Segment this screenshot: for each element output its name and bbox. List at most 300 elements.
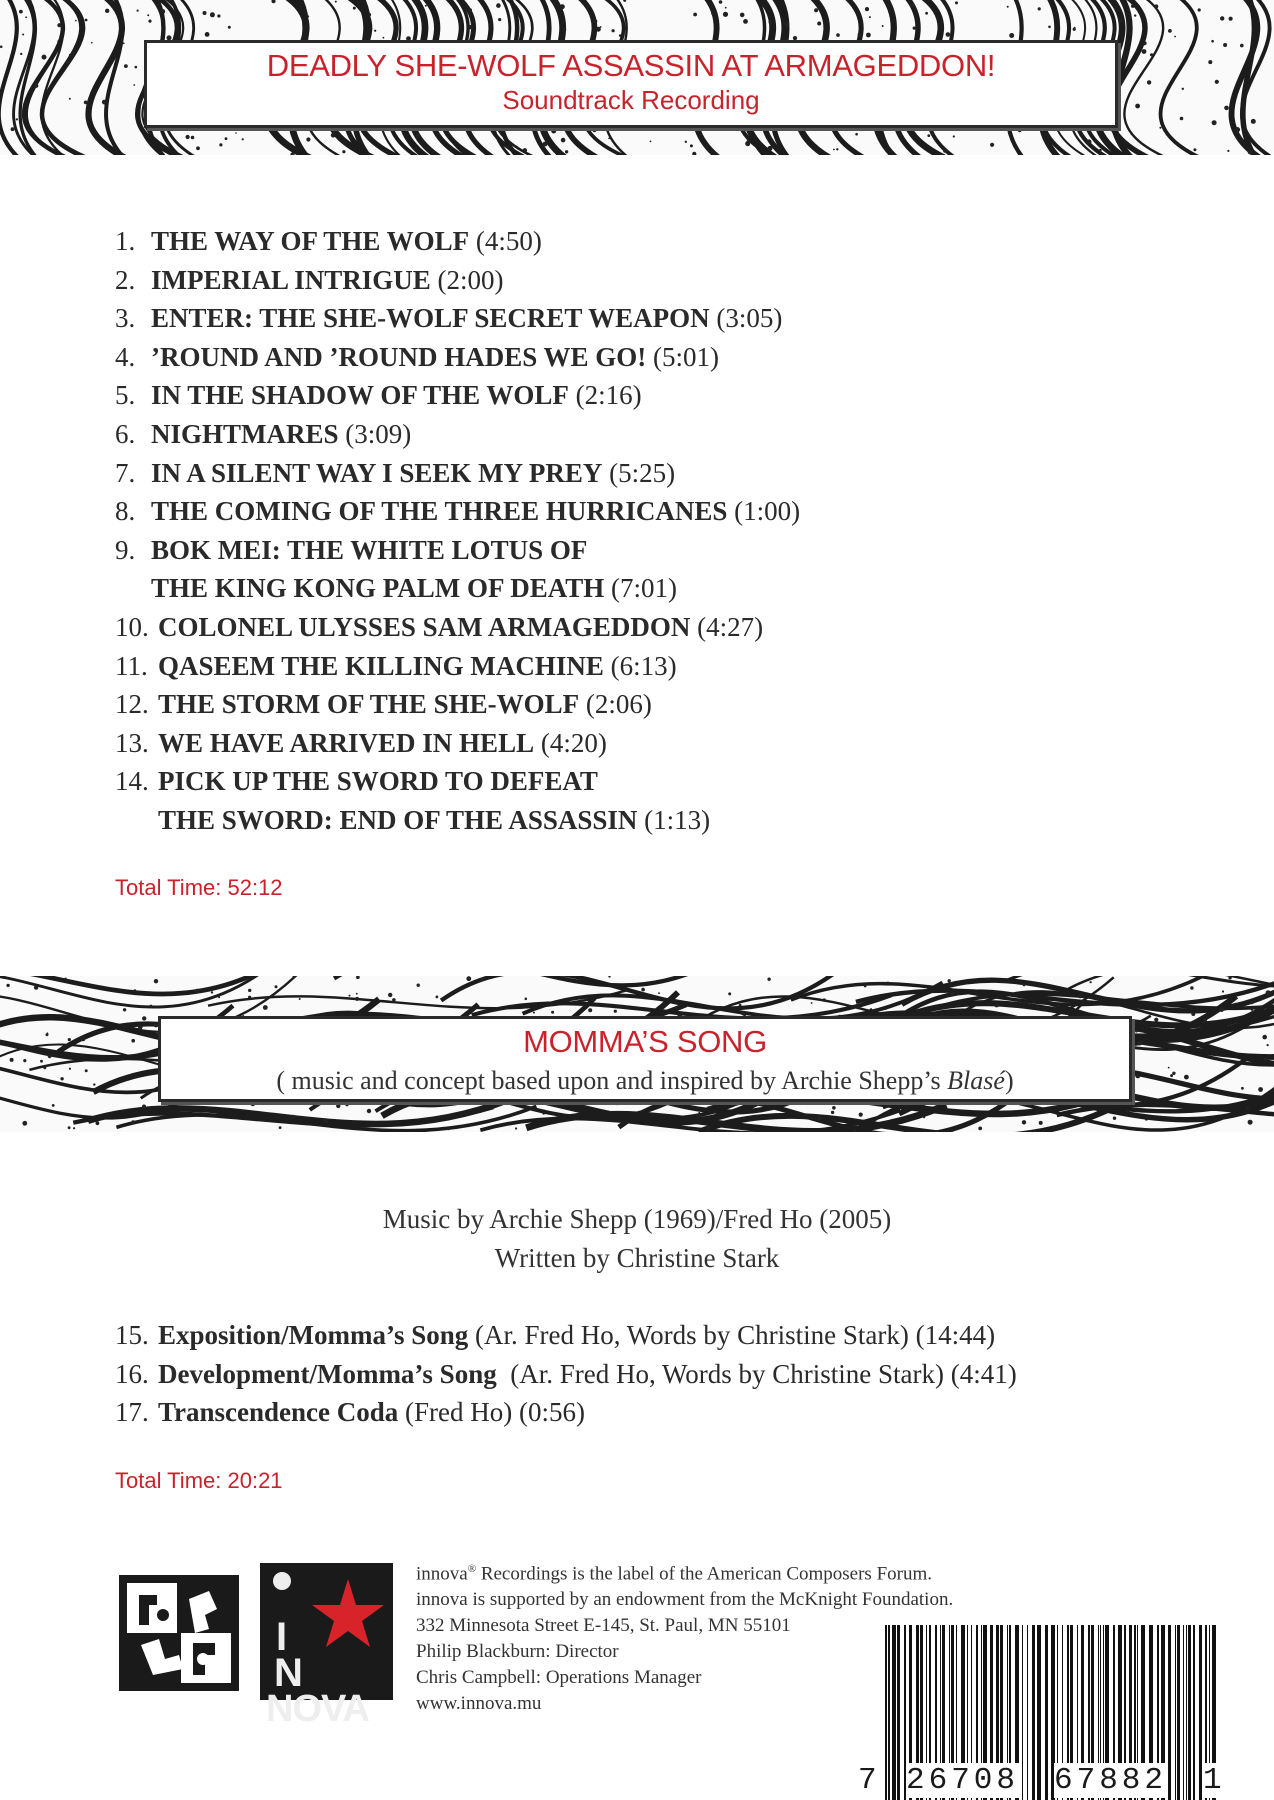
innova-letters-nova: NOVA xyxy=(266,1688,369,1730)
track-title: IN A SILENT WAY I SEEK MY PREY xyxy=(151,457,603,488)
etching-dot xyxy=(394,30,396,32)
etching-dot xyxy=(480,978,484,982)
etching-dot xyxy=(469,25,473,29)
barcode-bar xyxy=(892,1625,896,1800)
etching-dot xyxy=(66,60,70,64)
etching-dot xyxy=(1135,1030,1138,1033)
etching-dot xyxy=(711,12,713,14)
etching-dot xyxy=(385,4,387,6)
etching-dot xyxy=(1240,44,1244,48)
etching-dot xyxy=(1150,53,1153,56)
track-number: 9. xyxy=(115,534,136,565)
etching-dot xyxy=(1118,94,1120,96)
etching-dot xyxy=(696,1114,700,1118)
track-number: 11. xyxy=(115,650,148,681)
etching-dot xyxy=(855,133,858,136)
etching-dot xyxy=(600,26,602,28)
etching-dot xyxy=(1048,26,1051,29)
etching-dot xyxy=(68,1038,71,1041)
track-item xyxy=(115,376,1115,415)
etching-dot xyxy=(1118,19,1122,23)
innova-wordmark xyxy=(266,1615,369,1730)
etching-dot xyxy=(52,1104,55,1107)
etching-dot xyxy=(217,14,220,17)
track-item xyxy=(115,415,1115,454)
track-number: 2. xyxy=(115,264,136,295)
etching-dot xyxy=(614,1010,617,1013)
etching-dot xyxy=(832,1106,836,1110)
etching-dot xyxy=(1263,1057,1267,1061)
label-information xyxy=(416,1556,953,1717)
etching-dot xyxy=(135,66,138,69)
etching-dot xyxy=(904,1104,907,1107)
etching-dot xyxy=(1241,1087,1244,1090)
track-title: IN THE SHADOW OF THE WOLF xyxy=(151,380,569,411)
etching-dot xyxy=(551,1011,554,1014)
etching-dot xyxy=(913,27,916,30)
etching-dot xyxy=(1170,1074,1173,1077)
barcode-digit-first: 7 xyxy=(858,1763,877,1798)
etching-dot xyxy=(42,55,47,60)
etching-dot xyxy=(1113,1117,1116,1120)
barcode-digit-last: 1 xyxy=(1203,1763,1222,1798)
etching-dot xyxy=(57,40,59,42)
total-time-part1: Total Time: 52:12 xyxy=(115,875,283,900)
section-subtitle-text: ( music and concept based upon and inspired by Archie Shepp’s xyxy=(276,1066,948,1095)
etching-dot xyxy=(148,20,151,23)
etching-dot xyxy=(563,28,566,31)
etching-dot xyxy=(1248,150,1253,155)
etching-dot xyxy=(1203,1019,1207,1023)
etching-dot xyxy=(910,3,915,8)
etching-dot xyxy=(1267,1044,1269,1046)
track-number: 4. xyxy=(115,341,136,372)
section-subtitle xyxy=(161,1064,1129,1098)
barcode-bar xyxy=(1027,1625,1028,1800)
header-title-box xyxy=(144,40,1118,128)
etching-dot xyxy=(925,12,928,15)
registered-mark: ® xyxy=(467,1563,477,1575)
etching-dot xyxy=(608,138,610,140)
etching-dot xyxy=(1145,1117,1149,1121)
etching-dot xyxy=(392,998,396,1002)
etching-dot xyxy=(859,1113,863,1117)
etching-dot xyxy=(242,138,244,140)
etching-dot xyxy=(1087,139,1092,144)
album-title: DEADLY SHE-WOLF ASSASSIN AT ARMAGEDDON! xyxy=(266,48,996,83)
etching-dot xyxy=(1223,43,1227,47)
track-item xyxy=(115,1316,1255,1355)
etching-dot xyxy=(650,141,652,143)
etching-dot xyxy=(60,1077,63,1080)
etching-dot xyxy=(1191,1012,1195,1016)
etching-dot xyxy=(739,1004,742,1007)
etching-dot xyxy=(0,46,3,49)
etching-dot xyxy=(693,13,697,17)
innova-letter-i: I xyxy=(276,1615,287,1659)
etching-dot xyxy=(784,22,789,27)
etching-dot xyxy=(160,9,165,14)
etching-dot xyxy=(186,135,190,139)
etching-dot xyxy=(16,118,18,120)
track-number: 13. xyxy=(115,727,149,758)
barcode-bar xyxy=(1045,1625,1048,1800)
etching-dot xyxy=(955,1,958,4)
etching-dot xyxy=(865,7,869,11)
total-time-part2: Total Time: 20:21 xyxy=(115,1468,283,1493)
etching-dot xyxy=(864,985,867,988)
etching-dot xyxy=(1208,60,1212,64)
track-number: 16. xyxy=(115,1358,149,1389)
track-duration: (4:27) xyxy=(697,611,764,642)
etching-dot xyxy=(91,42,93,44)
etching-dot xyxy=(1235,127,1240,132)
etching-dot xyxy=(612,29,615,32)
etching-dot xyxy=(698,1112,700,1114)
etching-dot xyxy=(515,1127,517,1129)
etching-dot xyxy=(195,989,199,993)
etching-dot xyxy=(814,8,818,12)
etching-dot xyxy=(525,998,528,1001)
etching-dot xyxy=(953,135,955,137)
etching-dot xyxy=(978,1127,982,1131)
track-duration: (3:05) xyxy=(716,303,783,334)
track-duration: (3:09) xyxy=(345,418,412,449)
credit-music: Music by Archie Shepp (1969)/Fred Ho (2005) xyxy=(382,1204,892,1234)
track-number: 15. xyxy=(115,1320,149,1350)
track-title: ’ROUND AND ’ROUND HADES WE GO! xyxy=(151,341,647,372)
track-item xyxy=(115,222,1115,261)
etching-dot xyxy=(817,22,821,26)
track-number: 1. xyxy=(115,226,136,256)
etching-dot xyxy=(623,0,626,2)
etching-dot xyxy=(976,994,979,997)
etching-dot xyxy=(123,1008,126,1011)
etching-dot xyxy=(543,1112,545,1114)
etching-dot xyxy=(1147,80,1151,84)
etching-dot xyxy=(468,8,472,12)
etching-dot xyxy=(1090,981,1092,983)
etching-dot xyxy=(1007,6,1009,8)
etching-dot xyxy=(342,150,345,153)
etching-dot xyxy=(853,1129,856,1132)
etching-dot xyxy=(349,995,351,997)
barcode-bar xyxy=(1186,1625,1187,1800)
barcode-bar xyxy=(897,1625,900,1800)
barcode-bar xyxy=(1037,1625,1041,1800)
etching-dot xyxy=(741,1011,745,1015)
etching-dot xyxy=(1168,29,1172,33)
track-item xyxy=(115,608,1115,647)
etching-dot xyxy=(225,137,228,140)
etching-dot xyxy=(447,1128,449,1130)
etching-dot xyxy=(73,1127,75,1129)
etching-dot xyxy=(149,1005,152,1008)
etching-dot xyxy=(331,133,336,138)
etching-dot xyxy=(1174,36,1176,38)
track-title: BOK MEI: THE WHITE LOTUS OF xyxy=(151,534,588,565)
etching-dot xyxy=(769,20,773,24)
etching-dot xyxy=(1135,104,1140,109)
section-subtitle-italic: Blasé xyxy=(947,1066,1005,1095)
etching-dot xyxy=(279,1126,282,1129)
track-title-continued: THE KING KONG PALM OF DEATH xyxy=(151,573,605,604)
etching-dot xyxy=(856,1007,858,1009)
etching-dot xyxy=(417,984,420,987)
etching-dot xyxy=(69,54,71,56)
etching-dot xyxy=(11,127,15,131)
etching-dot xyxy=(882,25,884,27)
etching-dot xyxy=(923,1116,925,1118)
etching-dot xyxy=(1184,1075,1189,1080)
etching-dot xyxy=(768,146,773,151)
etching-dot xyxy=(725,7,727,9)
etching-dot xyxy=(388,993,392,997)
label-website: www.innova.mu xyxy=(416,1693,542,1715)
etching-dot xyxy=(248,996,251,999)
etching-dot xyxy=(858,32,863,37)
etching-dot xyxy=(1251,119,1256,124)
etching-dot xyxy=(265,996,268,999)
track-detail: (Ar. Fred Ho, Words by Christine Stark) (14:44) xyxy=(468,1320,996,1350)
track-number: 5. xyxy=(115,380,136,411)
track-title: THE COMING OF THE THREE HURRICANES xyxy=(151,496,728,527)
etching-dot xyxy=(1183,147,1185,149)
etching-dot xyxy=(543,142,548,147)
etching-dot xyxy=(619,34,622,37)
barcode-bar xyxy=(1183,1625,1184,1800)
etching-dot xyxy=(990,143,994,147)
section-title: MOMMA’S SONG xyxy=(523,1024,767,1059)
etching-dot xyxy=(138,1025,143,1030)
etching-dot xyxy=(1251,1001,1254,1004)
track-number: 6. xyxy=(115,418,136,449)
etching-dot xyxy=(105,123,108,126)
composers-forum-logo xyxy=(119,1575,239,1691)
etching-dot xyxy=(210,12,215,17)
etching-dot xyxy=(1212,120,1217,125)
etching-dot xyxy=(885,1008,887,1010)
track-duration: (2:00) xyxy=(437,264,504,295)
etching-dot xyxy=(833,149,835,151)
barcode-bar xyxy=(1188,1625,1191,1800)
etching-dot xyxy=(728,992,731,995)
etching-dot xyxy=(105,9,109,13)
track-duration: (1:00) xyxy=(734,496,801,527)
etching-dot xyxy=(831,1111,834,1114)
etching-dot xyxy=(228,26,231,29)
etching-dot xyxy=(658,992,660,994)
track-title: WE HAVE ARRIVED IN HELL xyxy=(158,727,535,758)
etching-dot xyxy=(817,1116,821,1120)
etching-dot xyxy=(196,146,200,150)
etching-dot xyxy=(48,1054,52,1058)
etching-dot xyxy=(943,150,946,153)
track-title: Exposition/Momma’s Song xyxy=(158,1320,469,1350)
etching-dot xyxy=(306,137,310,141)
etching-dot xyxy=(133,84,135,86)
etching-dot xyxy=(75,20,77,22)
etching-dot xyxy=(723,12,728,17)
etching-dot xyxy=(523,148,527,152)
etching-dot xyxy=(356,993,358,995)
track-item-continued xyxy=(115,801,1115,840)
etching-dot xyxy=(1022,1120,1026,1124)
etching-dot xyxy=(1224,106,1229,111)
etching-dot xyxy=(34,985,38,989)
etching-dot xyxy=(291,1115,295,1119)
track-detail: (Fred Ho) (0:56) xyxy=(398,1397,585,1428)
etching-dot xyxy=(432,151,434,153)
barcode-group-2: 67882 xyxy=(1054,1763,1168,1798)
etching-dot xyxy=(102,100,107,105)
etching-dot xyxy=(23,1059,26,1062)
label-line-1-rest: Recordings is the label of the American Composers Forum. xyxy=(476,1563,932,1585)
etching-dot xyxy=(770,1001,772,1003)
etching-dot xyxy=(85,1069,88,1072)
etching-dot xyxy=(93,1083,95,1085)
etching-dot xyxy=(6,984,9,987)
track-number: 3. xyxy=(115,303,136,334)
etching-dot xyxy=(1168,1067,1170,1069)
etching-dot xyxy=(887,982,889,984)
track-title: IMPERIAL INTRIGUE xyxy=(151,264,431,295)
etching-dot xyxy=(1262,1035,1267,1040)
section-title-box xyxy=(158,1016,1132,1102)
etching-dot xyxy=(692,152,696,155)
barcode-bar xyxy=(1032,1625,1035,1800)
etching-dot xyxy=(1159,127,1161,129)
etching-dot xyxy=(641,1110,643,1112)
etching-dot xyxy=(218,996,220,998)
etching-dot xyxy=(307,15,309,17)
barcode-bar xyxy=(1199,1625,1202,1800)
etching-dot xyxy=(1099,149,1102,152)
tracklist-part1 xyxy=(115,222,1115,840)
etching-dot xyxy=(866,33,871,38)
composer-credits xyxy=(0,1200,1274,1278)
etching-stroke xyxy=(441,976,861,1008)
etching-dot xyxy=(560,4,565,9)
track-number: 14. xyxy=(115,766,149,797)
track-title: THE STORM OF THE SHE-WOLF xyxy=(158,689,580,720)
track-item xyxy=(115,1393,1255,1432)
etching-stroke xyxy=(1161,0,1217,155)
etching-dot xyxy=(275,985,278,988)
label-manager: Chris Campbell: Operations Manager xyxy=(416,1667,702,1689)
etching-dot xyxy=(1193,148,1196,151)
barcode-bar xyxy=(1177,1625,1180,1800)
etching-dot xyxy=(1137,1041,1142,1046)
track-title: PICK UP THE SWORD TO DEFEAT xyxy=(158,766,598,797)
etching-dot xyxy=(40,1060,43,1063)
etching-dot xyxy=(561,138,566,143)
track-title: QASEEM THE KILLING MACHINE xyxy=(158,650,604,681)
etching-dot xyxy=(1222,990,1224,992)
track-duration: (7:01) xyxy=(611,573,677,604)
etching-dot xyxy=(1172,1072,1175,1075)
etching-dot xyxy=(43,1066,46,1069)
etching-dot xyxy=(271,0,275,3)
etching-dot xyxy=(551,129,556,134)
track-title: THE WAY OF THE WOLF xyxy=(151,226,470,256)
track-duration: (6:13) xyxy=(610,650,677,681)
track-item xyxy=(115,454,1115,493)
etching-dot xyxy=(1023,984,1026,987)
track-number: 10. xyxy=(115,611,149,642)
etching-dot xyxy=(323,1118,328,1123)
etching-dot xyxy=(1038,7,1041,10)
etching-dot xyxy=(1142,49,1147,54)
etching-dot xyxy=(85,19,88,22)
etching-dot xyxy=(425,5,427,7)
track-title: COLONEL ULYSSES SAM ARMAGEDDON xyxy=(158,611,691,642)
etching-dot xyxy=(248,989,251,992)
etching-dot xyxy=(1135,1073,1140,1078)
etching-dot xyxy=(483,2,485,4)
etching-dot xyxy=(284,1104,286,1106)
etching-dot xyxy=(10,1058,14,1062)
etching-dot xyxy=(1258,1087,1263,1092)
etching-dot xyxy=(263,1005,268,1010)
etching-dot xyxy=(1248,1120,1253,1125)
etching-dot xyxy=(1078,994,1082,998)
etching-dot xyxy=(1073,28,1076,31)
etching-dot xyxy=(690,144,693,147)
etching-dot xyxy=(235,132,237,134)
etching-dot xyxy=(1009,33,1014,38)
track-title: NIGHTMARES xyxy=(151,418,339,449)
etching-dot xyxy=(1180,117,1184,121)
track-number: 7. xyxy=(115,457,136,488)
barcode-bar xyxy=(1168,1625,1171,1800)
track-item xyxy=(115,338,1115,377)
etching-dot xyxy=(114,1056,116,1058)
etching-dot xyxy=(1018,128,1022,132)
etching-dot xyxy=(65,978,67,980)
etching-dot xyxy=(335,1,337,3)
etching-dot xyxy=(134,989,137,992)
etching-dot xyxy=(191,136,195,140)
etching-dot xyxy=(123,42,125,44)
track-duration: (4:20) xyxy=(540,727,607,758)
etching-dot xyxy=(1227,150,1229,152)
etching-dot xyxy=(767,978,770,981)
etching-dot xyxy=(137,10,139,12)
etching-dot xyxy=(1219,1007,1224,1012)
etching-dot xyxy=(336,1104,340,1108)
etching-dot xyxy=(353,7,356,10)
etching-dot xyxy=(1039,1121,1043,1125)
etching-dot xyxy=(707,1125,711,1129)
etching-dot xyxy=(1220,16,1224,20)
etching-dot xyxy=(869,16,871,18)
track-title: Development/Momma’s Song xyxy=(158,1358,497,1389)
etching-dot xyxy=(836,33,840,37)
etching-dot xyxy=(740,13,745,18)
etching-dot xyxy=(496,3,501,8)
etching-dot xyxy=(374,30,376,32)
etching-dot xyxy=(131,1039,135,1043)
track-item xyxy=(115,261,1115,300)
etching-dot xyxy=(836,148,838,150)
track-duration: (5:25) xyxy=(609,457,676,488)
album-subtitle: Soundtrack Recording xyxy=(502,85,760,115)
etching-dot xyxy=(131,1120,134,1123)
etching-dot xyxy=(588,1008,592,1012)
barcode-bar xyxy=(1193,1625,1195,1800)
etching-dot xyxy=(34,84,38,88)
